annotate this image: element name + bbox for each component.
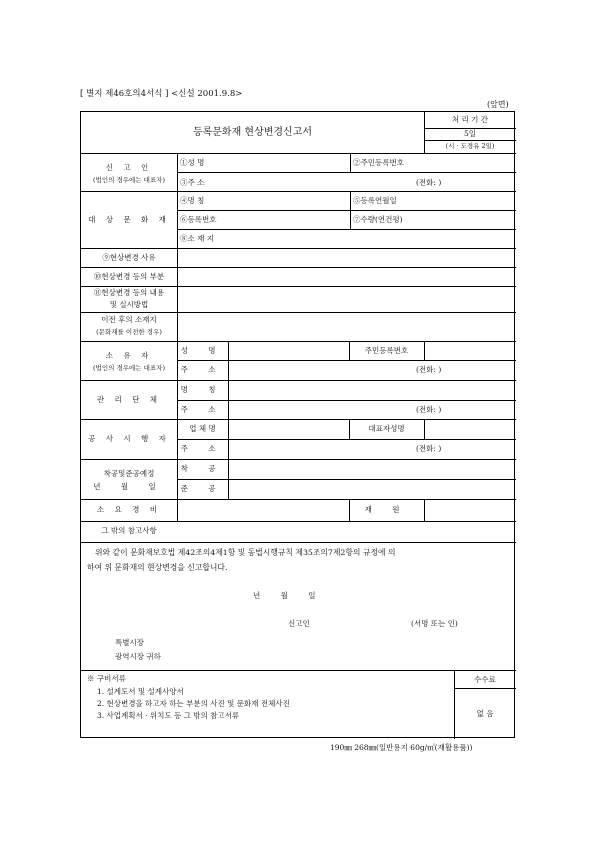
contractor-rep-label: 대표자성명 (368, 424, 405, 433)
contractor-company-label: 업 체 명 (189, 424, 216, 433)
signer-label: 신고인 (288, 619, 310, 628)
manager-address-label: 주 소 (180, 405, 225, 414)
processing-period-label: 처 리 기 간 (451, 115, 489, 124)
owner-address-label: 주 소 (180, 365, 225, 374)
manager-label: 관 리 단 체 (96, 395, 162, 404)
form-title: 등록문화재 현상변경신고서 (192, 127, 313, 138)
target-regdate-label: ⑤등록연월일 (353, 196, 397, 205)
schedule-start-label: 착 공 (180, 464, 225, 473)
processing-note: (시 · 도경유 2일) (445, 142, 495, 150)
owner-phone: (전화: ) (416, 365, 442, 374)
fee-label: 수수료 (474, 675, 496, 684)
schedule-label-line2: 년 월 일 (93, 482, 165, 491)
target-name-label: ④명 칭 (180, 196, 205, 205)
paper-spec-footer: 190㎜ 268㎜(일반용지 60g/㎡(재활용품)) (330, 743, 473, 752)
other-notes-label: 그 밖의 참고사항 (101, 526, 157, 535)
part-label: ⑩현상변경 등의 부분 (93, 272, 165, 281)
declaration-line2: 하여 위 문화재의 현상변경을 신고합니다. (87, 563, 228, 572)
processing-days: 5일 (463, 129, 477, 138)
declaration-form (80, 111, 515, 738)
reason-label: ⑨현상변경 사유 (102, 253, 156, 262)
contractor-phone: (전화: ) (416, 444, 442, 453)
cost-source-label: 재 원 (364, 505, 409, 514)
schedule-label-line1: 착공및준공예정 (103, 469, 155, 478)
target-quantity-label: ⑦수량(연건평) (353, 215, 403, 224)
required-docs-title: ※ 구비서류 (87, 674, 126, 683)
recipient-line2: 광역시장 귀하 (115, 652, 161, 661)
schedule-end-label: 준 공 (180, 484, 225, 493)
applicant-label: 신 고 인 (105, 163, 153, 172)
applicant-address-label: ③주 소 (180, 178, 205, 187)
relocation-label-line1: 이전 후의 소재지 (101, 315, 157, 324)
owner-id-label: 주민등록번호 (364, 346, 409, 355)
applicant-sub: (법인의 경우에는 대표자) (93, 176, 165, 184)
owner-name-label: 성 명 (180, 346, 225, 355)
owner-sub: (법인의 경우에는 대표자) (93, 364, 165, 372)
form-header: [ 별지 제46호의4서식 ] <신설 2001.9.8> (80, 89, 243, 99)
signature-label: (서명 또는 인) (411, 619, 458, 628)
content-label-line1: ⑪현상변경 등의 내용 (93, 288, 165, 297)
contractor-address-label: 주 소 (180, 444, 225, 453)
applicant-id-label: ②주민등록번호 (353, 158, 404, 167)
contractor-label: 공 사 시 행 자 (88, 434, 170, 443)
target-regno-label: ⑥등록번호 (180, 215, 217, 224)
front-page-label: (앞면) (487, 100, 509, 109)
declaration-line1: 위와 같이 문화재보호법 제42조의4제1항 및 동법시행규칙 제35조의7제2항의 규정에 의 (95, 548, 396, 557)
content-label-line2: 및 실시방법 (109, 300, 149, 309)
date-line: 년 월 일 (253, 591, 325, 600)
relocation-label-line2: (문화재를 이전한 경우) (96, 328, 162, 336)
manager-phone: (전화: ) (416, 405, 442, 414)
required-doc-item: 1. 설계도서 및 설계사양서 (97, 687, 184, 696)
owner-label: 소 유 자 (105, 351, 153, 360)
target-label: 대 상 문 화 재 (88, 215, 170, 224)
applicant-name-label: ①성 명 (180, 158, 205, 167)
manager-name-label: 명 칭 (180, 385, 225, 394)
fee-value: 없 음 (476, 709, 494, 718)
target-location-label: ⑧소 재 지 (180, 234, 215, 243)
recipient-line1: 특별시장 (115, 638, 144, 647)
required-doc-item: 2. 현상변경을 하고자 하는 부분의 사진 및 문화재 전체사진 (97, 699, 290, 708)
applicant-phone: (전화: ) (416, 178, 442, 187)
required-doc-item: 3. 사업계획서 · 위치도 등 그 밖의 참고서류 (97, 711, 240, 720)
cost-label: 소 요 경 비 (96, 505, 162, 514)
